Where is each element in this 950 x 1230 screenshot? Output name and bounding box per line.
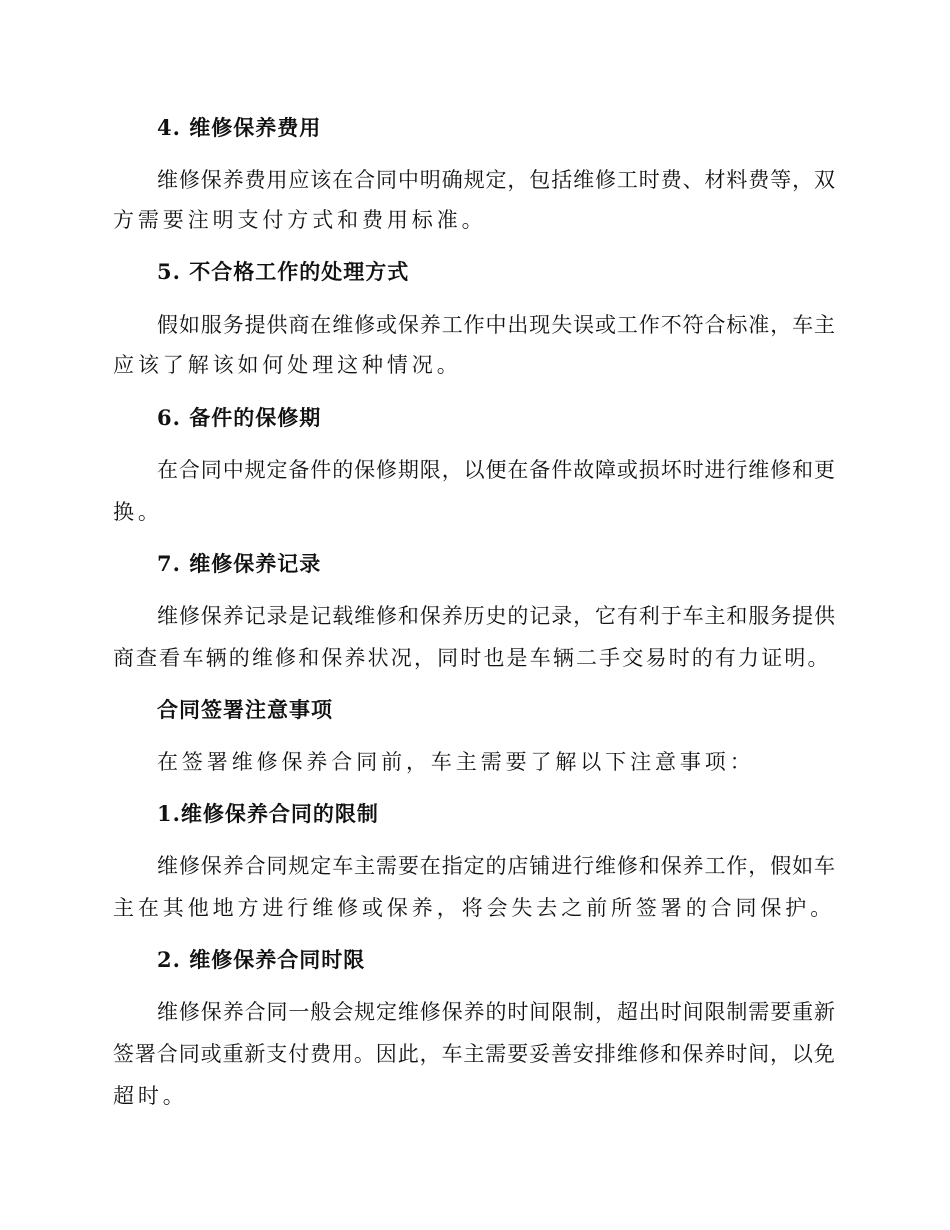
section-heading: 5. 不合格工作的处理方式 (157, 259, 410, 284)
paragraph-line: 在合同中规定备件的保修期限，以便在备件故障或损坏时进行维修和更 (157, 458, 836, 482)
paragraph-line: 签署合同或重新支付费用。因此，车主需要妥善安排维修和保养时间，以免 (113, 1042, 836, 1066)
section-heading: 4. 维修保养费用 (157, 115, 322, 140)
paragraph-line: 维修保养合同规定车主需要在指定的店铺进行维修和保养工作，假如车 (157, 854, 836, 878)
section-heading: 7. 维修保养记录 (157, 551, 322, 576)
paragraph-line: 维修保养合同一般会规定维修保养的时间限制，超出时间限制需要重新 (157, 1000, 836, 1024)
section-heading: 6. 备件的保修期 (157, 405, 322, 430)
paragraph-line: 商查看车辆的维修和保养状况，同时也是车辆二手交易时的有力证明。 (113, 646, 831, 670)
paragraph-line: 超时。 (113, 1084, 188, 1108)
section-heading: 合同签署注意事项 (157, 697, 333, 722)
section-heading: 2. 维修保养合同时限 (157, 947, 366, 972)
paragraph-line: 在签署维修保养合同前，车主需要了解以下注意事项： (157, 750, 755, 774)
paragraph-line: 维修保养费用应该在合同中明确规定，包括维修工时费、材料费等，双 (157, 168, 836, 192)
paragraph-line: 方需要注明支付方式和费用标准。 (113, 208, 487, 232)
paragraph-line: 维修保养记录是记载维修和保养历史的记录，它有利于车主和服务提供 (157, 604, 836, 628)
paragraph-line: 换。 (113, 500, 163, 524)
paragraph-line: 应该了解该如何处理这种情况。 (113, 353, 462, 377)
paragraph-line: 假如服务提供商在维修或保养工作中出现失误或工作不符合标准，车主 (157, 313, 836, 337)
paragraph-line: 主在其他地方进行维修或保养，将会失去之前所签署的合同保护。 (113, 896, 836, 920)
section-heading: 1.维修保养合同的限制 (157, 801, 379, 826)
